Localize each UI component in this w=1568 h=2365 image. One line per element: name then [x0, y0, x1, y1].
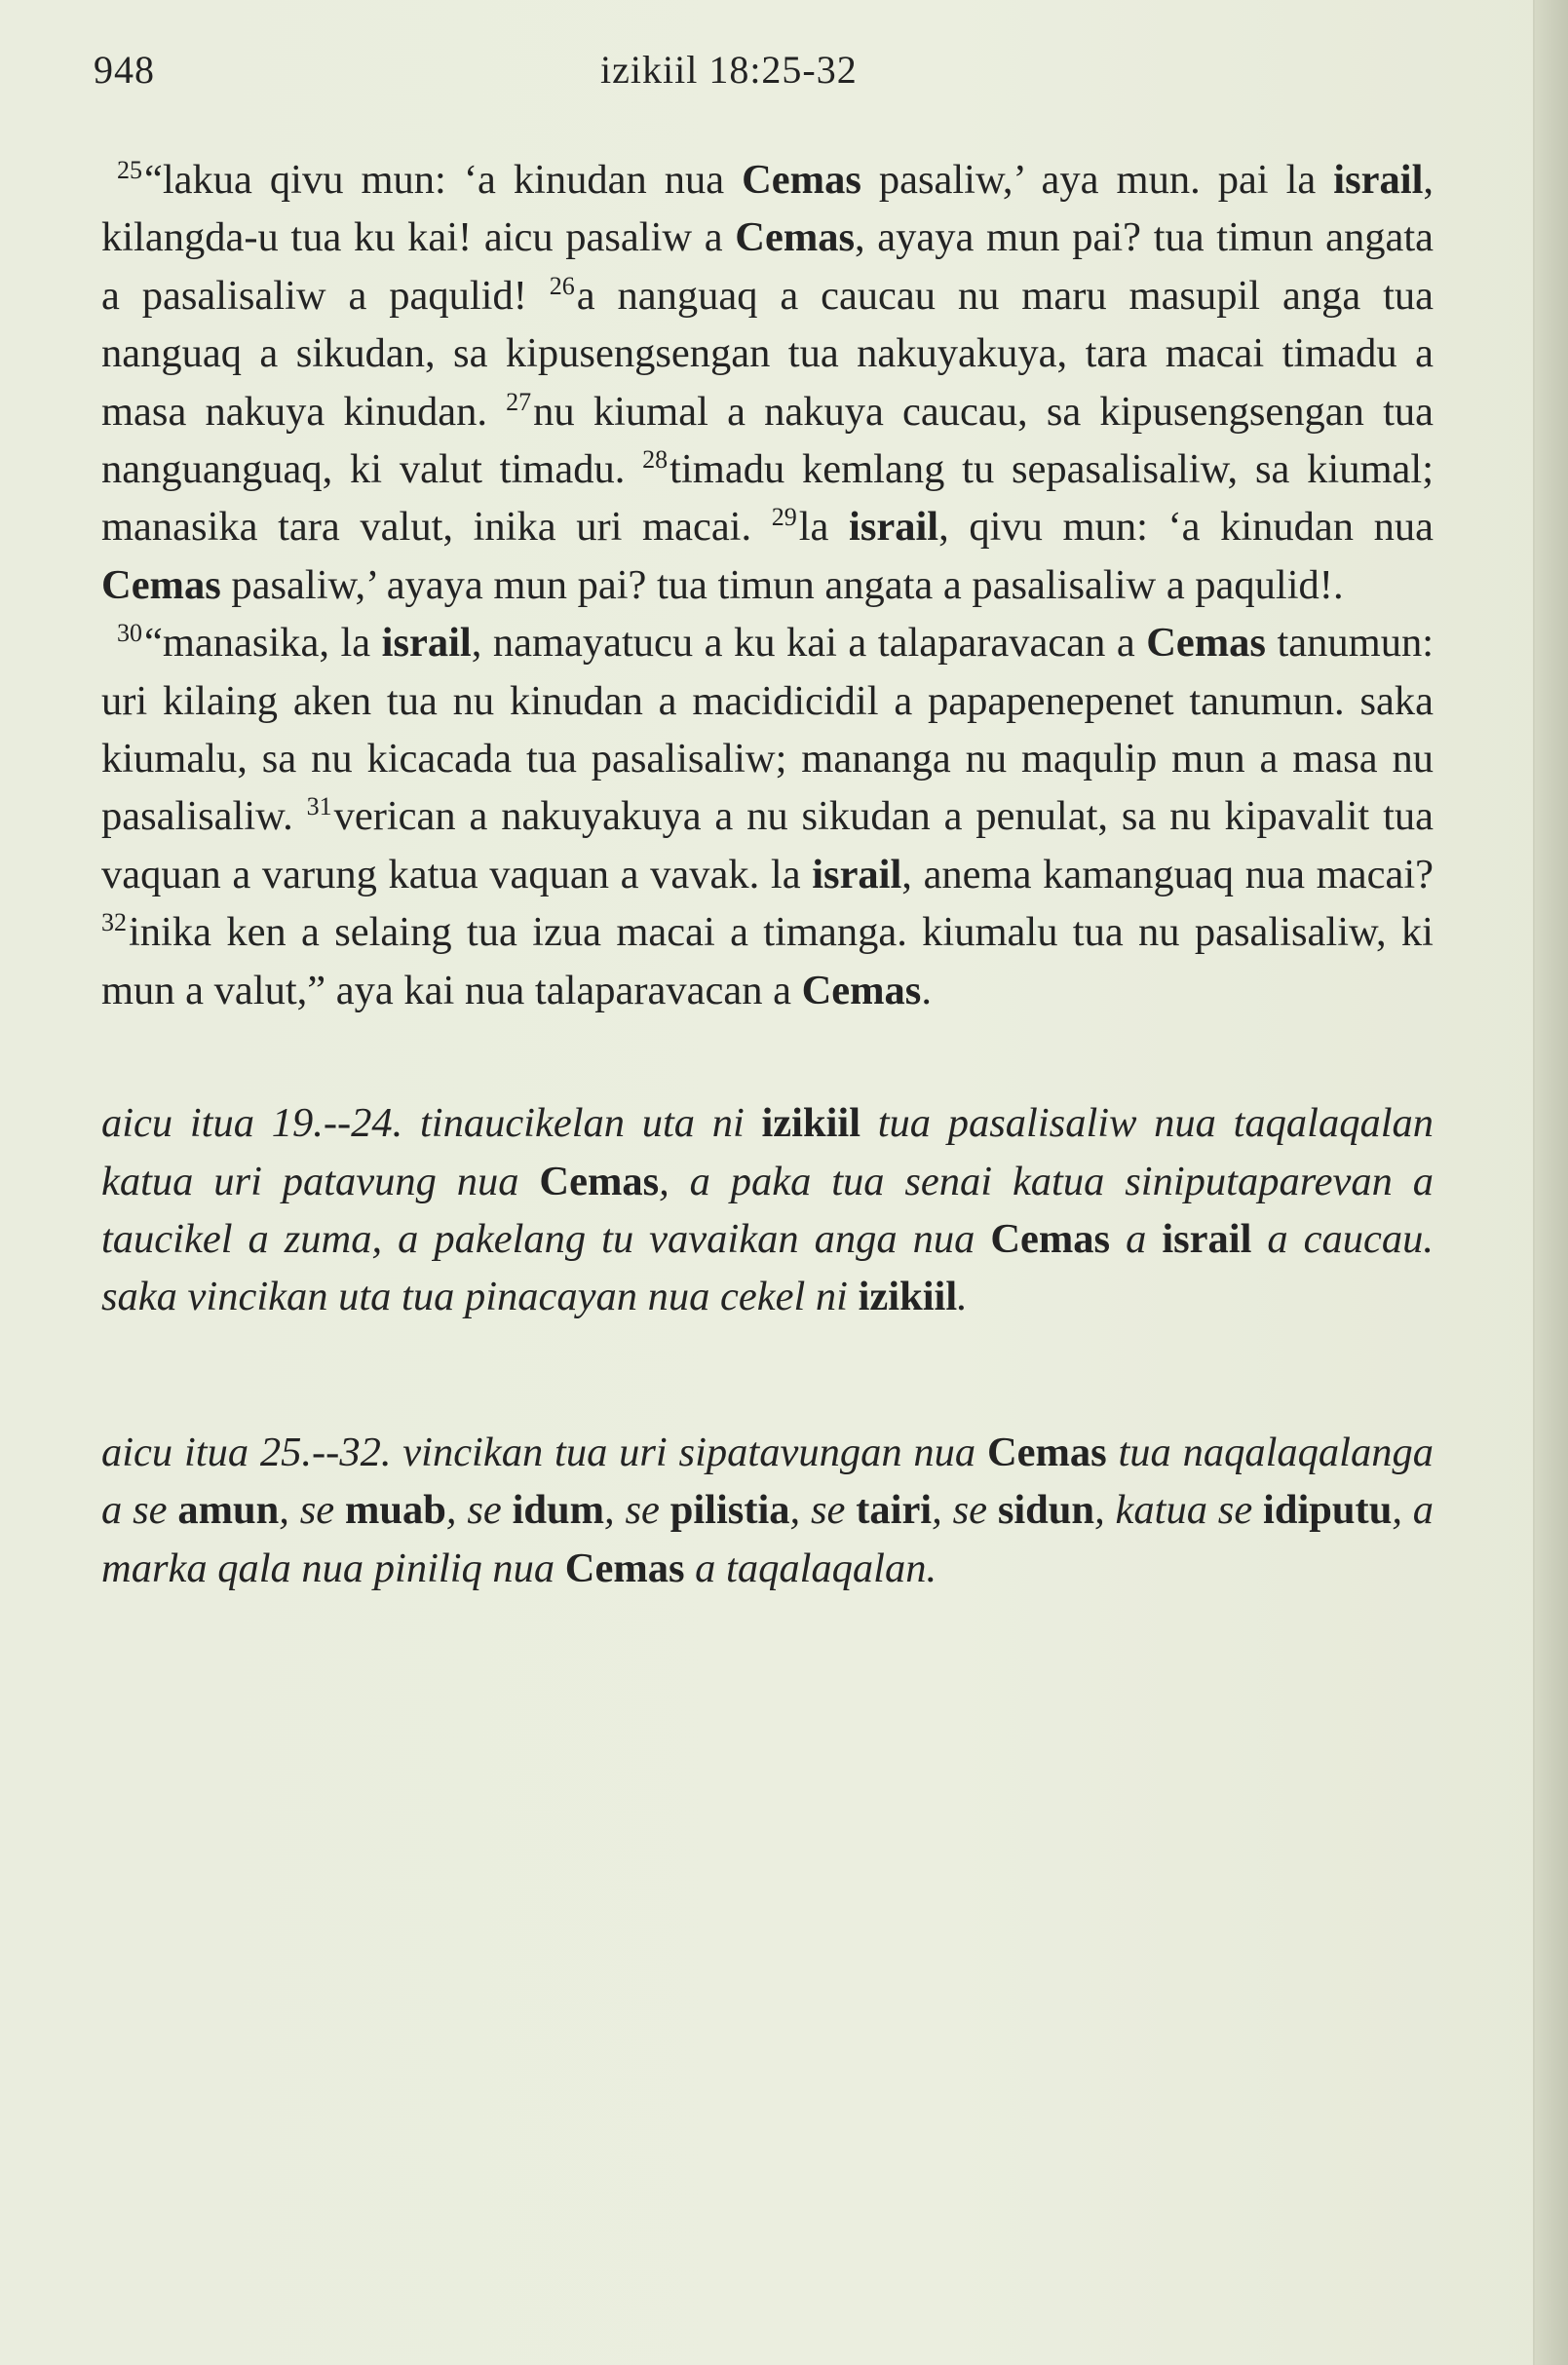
verse-number: 31 [306, 792, 332, 821]
note-text: a [1110, 1215, 1163, 1262]
proper-name: pilistia [669, 1487, 790, 1534]
proper-name: izikiil [858, 1274, 958, 1320]
proper-name: israil [381, 620, 472, 667]
verse-text: , anema kamanguaq nua macai? [901, 851, 1434, 897]
note-text: , katua se [1094, 1487, 1264, 1534]
verse-text: timadu kemlang tu sepasalisaliw, sa kiumal; manasika tara valut, inika uri macai. [101, 446, 1434, 551]
verse-text: tanumun: uri kilaing aken tua nu kinudan a macidicidil a papapenepenet tanumun. saka kiumalu, sa nu kicacada tua pasalisaliw; mananga nu maqulip mun a masa nu pasalisaliw. [101, 620, 1434, 840]
verse-text: la [798, 504, 850, 551]
note-text: , se [604, 1487, 670, 1534]
verse-text: pasaliw,’ aya mun. pai la [860, 157, 1334, 203]
verse-text: a nanguaq a caucau nu maru masupil anga tua nanguaq a sikudan, sa kipusengsengan tua nakuyakuya, tara macai timadu a masa nakuya kinudan. [101, 272, 1434, 435]
proper-name: israil [1333, 157, 1424, 203]
note-text: a taqalaqalan. [684, 1545, 937, 1591]
note-text: , se [932, 1487, 998, 1534]
running-head: izikiil 18:25-32 [600, 48, 858, 92]
proper-name: israil [812, 851, 902, 897]
note-text: . [957, 1274, 968, 1320]
note-text: tua pasalisaliw nua taqalaqalan katua uri patavung nua [101, 1100, 1434, 1204]
note-text: , se [279, 1487, 345, 1534]
page-edge [1533, 0, 1568, 2365]
proper-name: Cemas [801, 967, 922, 1013]
proper-name: idum [512, 1487, 605, 1534]
note-text: , se [789, 1487, 857, 1534]
proper-name: idiputu [1263, 1487, 1393, 1534]
note-text: , a paka tua senai katua siniputaparevan a taucikel a zuma, a pakelang tu vavaikan anga nua [101, 1158, 1434, 1262]
verse-text: inika ken a selaing tua izua macai a timanga. kiumalu tua nu pasalisaliw, ki mun a valut,” aya kai nua talaparavacan a [101, 909, 1434, 1013]
proper-name: Cemas [990, 1215, 1111, 1262]
note-text: tua naqalaqalanga a se [101, 1429, 1434, 1534]
page-number: 948 [94, 48, 155, 92]
proper-name: Cemas [539, 1158, 660, 1204]
proper-name: Cemas [742, 157, 861, 203]
note-text: , se [445, 1487, 513, 1534]
verse-text: nu kiumal a nakuya caucau, sa kipusengsengan tua nanguanguaq, ki valut timadu. [101, 388, 1434, 493]
proper-name: Cemas [101, 561, 221, 608]
verse-text: verican a nakuyakuya a nu sikudan a penulat, sa nu kipavalit tua vaquan a varung katua vaquan a vavak. la [101, 793, 1434, 897]
note-text: , a marka qala nua piniliq nua [101, 1487, 1434, 1591]
verse-text: , qivu mun: ‘a kinudan nua [938, 504, 1434, 551]
proper-name: israil [1162, 1215, 1252, 1262]
verse-number: 27 [506, 387, 532, 416]
proper-name: muab [344, 1487, 446, 1534]
verse-number: 29 [771, 503, 797, 532]
proper-name: Cemas [735, 214, 856, 261]
proper-name: sidun [997, 1487, 1095, 1534]
note-text: aicu itua 19.--24. tinaucikelan uta ni [101, 1100, 762, 1147]
verse-number: 28 [642, 445, 669, 475]
paragraph-verses-30-32 [101, 614, 1434, 1019]
verse-text: . [921, 967, 932, 1013]
paragraph-verses-25-29 [101, 151, 1434, 614]
commentary-note-25-32 [101, 1424, 1434, 1597]
verse-number: 32 [101, 908, 127, 937]
proper-name: Cemas [564, 1545, 685, 1591]
verse-text: , namayatucu a ku kai a talaparavacan a [471, 620, 1147, 667]
verse-number: 30 [117, 619, 142, 648]
page-header [94, 47, 1438, 105]
proper-name: izikiil [761, 1100, 861, 1147]
note-text: a caucau. saka vincikan uta tua pinacayan nua cekel ni [101, 1215, 1434, 1320]
verse-text: “lakua qivu mun: ‘a kinudan nua [144, 157, 743, 203]
verse-text: , ayaya mun pai? tua timun angata a pasalisaliw a paqulid! [101, 214, 1434, 319]
proper-name: Cemas [986, 1429, 1107, 1475]
verse-text: “manasika, la [144, 620, 382, 667]
proper-name: Cemas [1146, 620, 1266, 667]
verse-text: pasaliw,’ ayaya mun pai? tua timun angata a pasalisaliw a paqulid!. [220, 561, 1344, 608]
commentary-note-19-24 [101, 1094, 1434, 1326]
verse-text: , kilangda-u tua ku kai! aicu pasaliw a [101, 157, 1434, 261]
chapter-text [101, 151, 1434, 1597]
proper-name: israil [849, 504, 939, 551]
note-text: aicu itua 25.--32. vincikan tua uri sipatavungan nua [101, 1429, 987, 1475]
verse-number: 26 [549, 271, 575, 300]
proper-name: tairi [856, 1487, 933, 1534]
proper-name: amun [177, 1487, 280, 1534]
verse-number: 25 [117, 156, 142, 184]
